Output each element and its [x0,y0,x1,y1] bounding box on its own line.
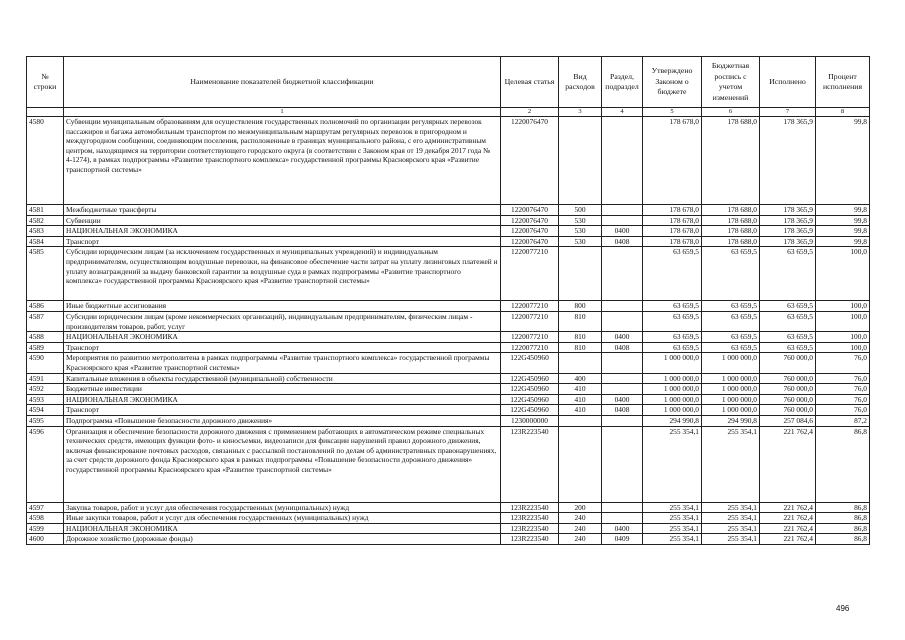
row-kind: 200 [559,502,602,513]
table-row [27,236,870,247]
row-executed: 63 659,5 [760,247,816,301]
row-executed: 178 365,9 [760,226,816,237]
header-name: Наименование показателей бюджетной классификации [64,57,501,108]
row-approved: 178 678,0 [643,226,702,237]
table-row [27,384,870,395]
row-section [602,502,643,513]
row-name: Иные закупки товаров, работ и услуг для обеспечения государственных (муниципальных) нужд [64,513,501,524]
row-section: 0408 [602,236,643,247]
row-section [602,247,643,301]
row-percent: 99,8 [816,226,870,237]
row-approved: 255 354,1 [643,513,702,524]
row-name: Транспорт [64,342,501,353]
row-kind: 240 [559,523,602,534]
column-number: 6 [702,108,760,117]
table-row [27,342,870,353]
row-executed: 63 659,5 [760,342,816,353]
row-target: 122G450960 [501,353,559,373]
row-executed: 760 000,0 [760,405,816,416]
row-approved: 1 000 000,0 [643,373,702,384]
row-section: 0409 [602,534,643,545]
row-executed: 760 000,0 [760,394,816,405]
row-approved: 63 659,5 [643,301,702,312]
row-approved: 63 659,5 [643,247,702,301]
header-executed: Исполнено [760,57,816,108]
row-percent: 99,8 [816,215,870,226]
row-number: 4580 [27,117,64,205]
header-row [27,57,870,108]
row-approved: 255 354,1 [643,502,702,513]
row-number: 4588 [27,332,64,343]
row-target: 1220076470 [501,117,559,205]
row-number: 4587 [27,311,64,331]
table-row [27,226,870,237]
row-budget: 63 659,5 [702,311,760,331]
row-percent: 86,8 [816,523,870,534]
row-approved: 255 354,1 [643,534,702,545]
row-kind: 530 [559,215,602,226]
row-target: 123R223540 [501,426,559,502]
table-row [27,513,870,524]
row-budget: 294 990,8 [702,415,760,426]
row-approved: 1 000 000,0 [643,394,702,405]
row-number: 4592 [27,384,64,395]
row-number: 4581 [27,205,64,216]
column-number: 5 [643,108,702,117]
row-budget: 1 000 000,0 [702,353,760,373]
row-name: НАЦИОНАЛЬНАЯ ЭКОНОМИКА [64,226,501,237]
row-kind: 810 [559,311,602,331]
row-name: Закупка товаров, работ и услуг для обеспечения государственных (муниципальных) нужд [64,502,501,513]
row-executed: 178 365,9 [760,215,816,226]
row-kind: 530 [559,236,602,247]
row-name: Субвенции [64,215,501,226]
row-executed: 257 084,6 [760,415,816,426]
row-approved: 63 659,5 [643,311,702,331]
table-row [27,426,870,502]
row-percent: 76,0 [816,384,870,395]
row-section: 0400 [602,332,643,343]
row-kind: 800 [559,301,602,312]
row-target: 123R223540 [501,534,559,545]
row-section [602,117,643,205]
row-target: 1220076470 [501,205,559,216]
row-target: 123R223540 [501,502,559,513]
table-row [27,534,870,545]
row-section [602,215,643,226]
row-target: 122G450960 [501,405,559,416]
row-executed: 221 762,4 [760,426,816,502]
row-executed: 760 000,0 [760,353,816,373]
row-percent: 76,0 [816,373,870,384]
row-executed: 63 659,5 [760,332,816,343]
row-section: 0408 [602,342,643,353]
row-budget: 255 354,1 [702,523,760,534]
row-section: 0400 [602,226,643,237]
header-budget-list: Бюджетная роспись с учетом изменений [702,57,760,108]
column-number: 7 [760,108,816,117]
row-executed: 178 365,9 [760,205,816,216]
row-target: 123R223540 [501,523,559,534]
row-budget: 63 659,5 [702,247,760,301]
row-budget: 255 354,1 [702,426,760,502]
row-approved: 63 659,5 [643,332,702,343]
row-approved: 255 354,1 [643,426,702,502]
table-row [27,373,870,384]
row-number: 4590 [27,353,64,373]
row-budget: 1 000 000,0 [702,405,760,416]
row-executed: 63 659,5 [760,311,816,331]
column-number: 3 [559,108,602,117]
row-kind [559,353,602,373]
row-name: Бюджетные инвестиции [64,384,501,395]
row-target: 122G450960 [501,394,559,405]
header-target: Целевая статья [501,57,559,108]
row-number: 4584 [27,236,64,247]
row-executed: 178 365,9 [760,117,816,205]
row-executed: 221 762,4 [760,502,816,513]
table-row [27,332,870,343]
header-percent: Процент исполнения [816,57,870,108]
column-number: 8 [816,108,870,117]
row-kind: 530 [559,226,602,237]
row-executed: 221 762,4 [760,513,816,524]
row-kind: 410 [559,384,602,395]
row-percent: 86,8 [816,502,870,513]
row-budget: 1 000 000,0 [702,394,760,405]
row-number: 4593 [27,394,64,405]
row-target: 123R223540 [501,513,559,524]
row-percent: 100,0 [816,332,870,343]
row-name: Капитальные вложения в объекты государственной (муниципальной) собственности [64,373,501,384]
row-number: 4595 [27,415,64,426]
row-budget: 1 000 000,0 [702,384,760,395]
row-approved: 294 990,8 [643,415,702,426]
row-percent: 100,0 [816,301,870,312]
table-row [27,353,870,373]
row-section [602,384,643,395]
row-kind: 810 [559,332,602,343]
row-name: Иные бюджетные ассигнования [64,301,501,312]
row-approved: 178 678,0 [643,205,702,216]
row-number: 4596 [27,426,64,502]
row-name: Дорожное хозяйство (дорожные фонды) [64,534,501,545]
row-approved: 1 000 000,0 [643,384,702,395]
row-target: 1220077210 [501,247,559,301]
row-approved: 178 678,0 [643,236,702,247]
row-number: 4594 [27,405,64,416]
row-section: 0408 [602,405,643,416]
row-budget: 255 354,1 [702,534,760,545]
row-approved: 255 354,1 [643,523,702,534]
row-name: Транспорт [64,405,501,416]
row-percent: 76,0 [816,405,870,416]
row-percent: 99,8 [816,205,870,216]
row-budget: 255 354,1 [702,513,760,524]
row-budget: 1 000 000,0 [702,373,760,384]
row-percent: 76,0 [816,353,870,373]
row-section: 0400 [602,523,643,534]
column-number-row [27,108,870,117]
row-number: 4583 [27,226,64,237]
row-budget: 178 688,0 [702,117,760,205]
row-kind: 500 [559,205,602,216]
row-target: 1220077210 [501,342,559,353]
row-target: 122G450960 [501,373,559,384]
row-section [602,513,643,524]
row-target: 1220076470 [501,236,559,247]
budget-table [26,56,870,545]
row-kind [559,117,602,205]
row-executed: 221 762,4 [760,523,816,534]
row-budget: 178 688,0 [702,215,760,226]
row-target: 1220076470 [501,215,559,226]
row-section [602,373,643,384]
row-target: 1220077210 [501,301,559,312]
row-approved: 178 678,0 [643,117,702,205]
row-name: НАЦИОНАЛЬНАЯ ЭКОНОМИКА [64,394,501,405]
row-number: 4599 [27,523,64,534]
row-target: 1230000000 [501,415,559,426]
row-section: 0400 [602,394,643,405]
row-kind: 810 [559,342,602,353]
row-executed: 221 762,4 [760,534,816,545]
row-percent: 86,8 [816,534,870,545]
row-target: 1220077210 [501,311,559,331]
row-section [602,301,643,312]
row-name: Организация и обеспечение безопасности дорожного движения с применением работающих в автоматическом режиме специальных технических средств, имеющих функции фото- и киносъемки, видеозаписи для фиксации нарушений правил дорожного движения, включая финансирование почтовых расходов, связанных с рассылкой постановлений по делам об административных правонарушениях, за счет средств дорожного фонда Красноярского края в рамках подпрограммы «Повышение безопасности дорожного движения» государственной программы Красноярского края «Развитие транспортной системы» [64,426,501,502]
row-target: 1220076470 [501,226,559,237]
header-section: Раздел, подраздел [602,57,643,108]
row-approved: 1 000 000,0 [643,353,702,373]
row-kind [559,415,602,426]
row-name: Мероприятия по развитию метрополитена в рамках подпрограммы «Развитие транспортного комплекса» государственной программы Красноярского края «Развитие транспортной системы» [64,353,501,373]
row-percent: 87,2 [816,415,870,426]
row-executed: 760 000,0 [760,373,816,384]
row-name: Субсидии юридическим лицам (за исключением государственных и муниципальных учреждений) и индивидуальным предпринимателям, осуществляющим воздушные перевозки, на финансовое обеспечение части затрат на уплату лизинговых платежей и уплату вознаграждений за выдачу банковской гарантии за воздушные суда в рамках подпрограммы «Развитие транспортного комплекса» государственной программы Красноярского края «Развитие транспортной системы» [64,247,501,301]
row-section [602,311,643,331]
row-executed: 63 659,5 [760,301,816,312]
row-kind: 410 [559,405,602,416]
row-number: 4597 [27,502,64,513]
row-percent: 100,0 [816,342,870,353]
row-name: НАЦИОНАЛЬНАЯ ЭКОНОМИКА [64,332,501,343]
row-approved: 63 659,5 [643,342,702,353]
table-row [27,247,870,301]
row-section [602,353,643,373]
table-body [27,117,870,545]
row-kind: 240 [559,534,602,545]
row-section [602,426,643,502]
header-row-no: № строки [27,57,64,108]
row-budget: 63 659,5 [702,342,760,353]
row-percent: 100,0 [816,311,870,331]
row-name: Транспорт [64,236,501,247]
row-budget: 63 659,5 [702,332,760,343]
table-row [27,405,870,416]
row-number: 4589 [27,342,64,353]
table-row [27,415,870,426]
row-number: 4600 [27,534,64,545]
column-number: 2 [501,108,559,117]
row-approved: 178 678,0 [643,215,702,226]
table-row [27,215,870,226]
table-row [27,301,870,312]
table-row [27,523,870,534]
table-row [27,394,870,405]
header-approved: Утверждено Законом о бюджете [643,57,702,108]
row-percent: 99,8 [816,117,870,205]
row-target: 1220077210 [501,332,559,343]
row-number: 4586 [27,301,64,312]
row-percent: 99,8 [816,236,870,247]
row-budget: 178 688,0 [702,226,760,237]
table-row [27,117,870,205]
row-executed: 178 365,9 [760,236,816,247]
row-section [602,415,643,426]
column-number: 1 [64,108,501,117]
row-kind [559,426,602,502]
page-number: 496 [836,604,850,613]
row-name: Субвенции муниципальным образованиям для осуществления государственных полномочий по организации регулярных перевозок пассажиров и багажа автомобильным транспортом по межмуниципальным маршрутам регулярных перевозок в пригородном и междугородном сообщении, соединяющим поселения, расположенные в границах муниципального района, с его административным центром, находящимся на территории соответствующего городского округа (в соответствии с Законом края от 19 декабря 2017 года № 4-1274), в рамках подпрограммы «Развитие транспортного комплекса» государственной программы Красноярского края «Развитие транспортной системы» [64,117,501,205]
table-row [27,502,870,513]
row-section [602,205,643,216]
row-executed: 760 000,0 [760,384,816,395]
row-percent: 100,0 [816,247,870,301]
row-budget: 63 659,5 [702,301,760,312]
row-budget: 178 688,0 [702,236,760,247]
row-name: Межбюджетные трансферты [64,205,501,216]
header-kind: Вид расходов [559,57,602,108]
row-kind: 400 [559,373,602,384]
row-percent: 86,8 [816,513,870,524]
row-name: Подпрограмма «Повышение безопасности дорожного движения» [64,415,501,426]
row-target: 122G450960 [501,384,559,395]
row-percent: 86,8 [816,426,870,502]
table-row [27,205,870,216]
row-kind: 410 [559,394,602,405]
column-number: 4 [602,108,643,117]
row-budget: 255 354,1 [702,502,760,513]
row-kind: 240 [559,513,602,524]
row-number: 4582 [27,215,64,226]
row-kind [559,247,602,301]
row-name: НАЦИОНАЛЬНАЯ ЭКОНОМИКА [64,523,501,534]
row-percent: 76,0 [816,394,870,405]
row-approved: 1 000 000,0 [643,405,702,416]
row-name: Субсидии юридическим лицам (кроме некоммерческих организаций), индивидуальным предпринимателям, физическим лицам - производителям товаров, работ, услуг [64,311,501,331]
row-number: 4585 [27,247,64,301]
row-number: 4598 [27,513,64,524]
table-row [27,311,870,331]
row-number: 4591 [27,373,64,384]
row-budget: 178 688,0 [702,205,760,216]
